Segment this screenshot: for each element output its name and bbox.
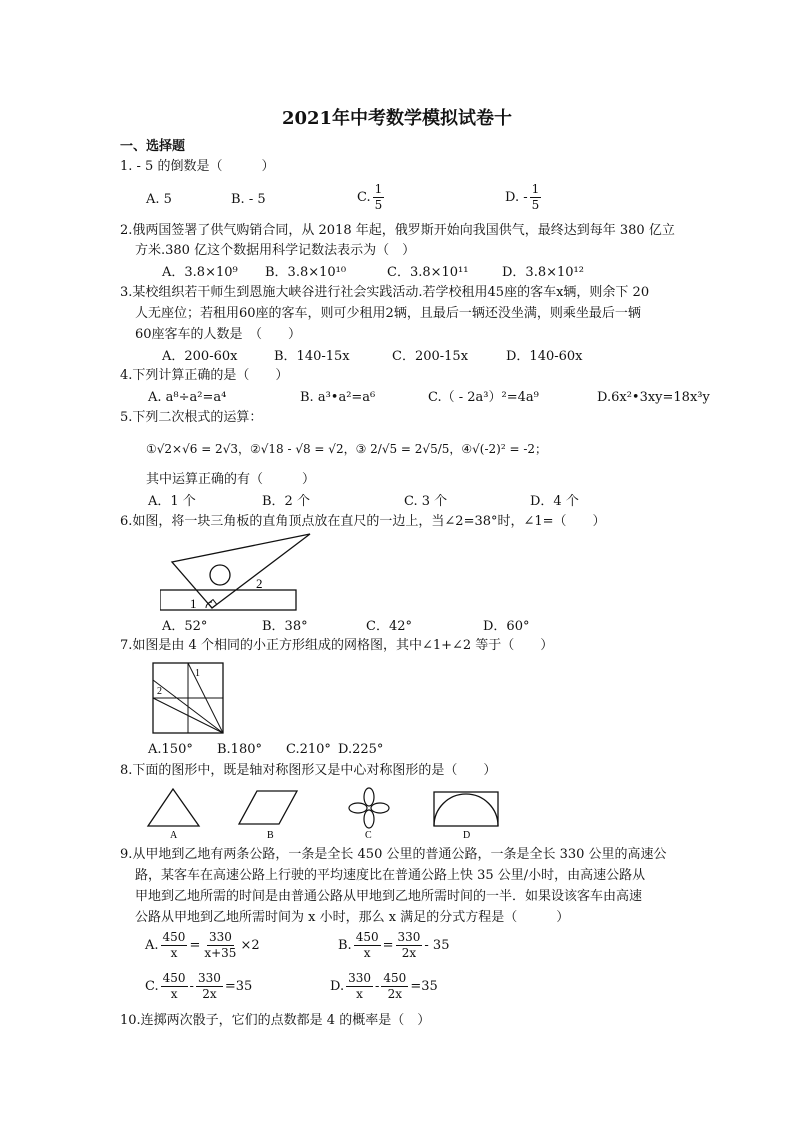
q9-line4: 公路从甲地到乙地所需时间为 x 小时，那么 x 满足的分式方程是（ ）: [135, 910, 570, 925]
triangle-shape: [148, 789, 199, 826]
q9-option-c: C. $\frac{450}{x}$ - $\frac{330}{2x}$ =35: [145, 971, 253, 1001]
q5-line2: 其中运算正确的有（ ）: [146, 472, 316, 487]
q3-option-d: D．140-60x: [506, 349, 583, 364]
triangle-hole-shape: [210, 565, 230, 585]
q4-option-c: C.（ - 2a³）²=4a⁹: [428, 390, 539, 405]
q4-stem: 4.下列计算正确的是（ ）: [120, 368, 289, 383]
q5-stem: 5.下列二次根式的运算：: [120, 410, 263, 425]
q7-label-1: 1: [195, 668, 200, 679]
q5-option-a: A．1 个: [148, 494, 196, 509]
q7-stem: 7.如图是由 4 个相同的小正方形组成的网格图，其中∠1+∠2 等于（ ）: [120, 638, 554, 653]
q9-line2: 路，某客车在高速公路上行驶的平均速度比在普通公路上快 35 公里/小时，由高速公路从: [135, 868, 646, 883]
q7-grid-figure: [148, 660, 228, 736]
q6-stem: 6.如图，将一块三角板的直角顶点放在直尺的一边上，当∠2=38°时，∠1=（ ）: [120, 514, 606, 529]
q8-label-b: B: [267, 830, 274, 841]
q6-option-d: D．60°: [483, 619, 530, 634]
q2-option-d: D．3.8×10¹²: [502, 265, 584, 280]
q3-line2: 人无座位；若租用60座的客车，则可少租用2辆，且最后一辆还没坐满，则乘坐最后一辆: [135, 306, 641, 321]
q9-line1: 9.从甲地到乙地有两条公路，一条是全长 450 公里的普通公路，一条是全长 330 公里的高速公: [120, 847, 667, 862]
ruler-shape: [160, 590, 296, 610]
q6-option-c: C．42°: [366, 619, 412, 634]
q4-option-a: A. a⁸÷a²=a⁴: [148, 390, 227, 405]
q2-line1: 2.俄两国签署了供气购销合同，从 2018 年起，俄罗斯开始向我国供气，最终达到每年 380 亿立: [120, 223, 675, 238]
q7-option-d: D.225°: [338, 742, 384, 757]
q9-option-d: D. $\frac{330}{x}$ - $\frac{450}{2x}$ =35: [330, 971, 438, 1001]
q3-option-c: C．200-15x: [392, 349, 469, 364]
q2-line2: 方米.380 亿这个数据用科学记数法表示为（ ）: [135, 243, 416, 258]
q7-option-a: A.150°: [148, 742, 193, 757]
q7-option-b: B.180°: [217, 742, 262, 757]
section-heading: 一、选择题: [120, 139, 186, 154]
fraction: $\frac{1}{5}$: [531, 182, 540, 212]
semicircle-arc: [434, 794, 498, 826]
q5-option-c: C. 3 个: [404, 494, 448, 509]
q3-option-b: B．140-15x: [274, 349, 350, 364]
q9-line3: 甲地到乙地所需的时间是由普通公路从甲地到乙地所需时间的一半．如果设该客车由高速: [135, 889, 643, 904]
fraction: $\frac{1}{5}$: [374, 182, 383, 212]
q7-label-2: 2: [157, 686, 162, 697]
q1-option-c: C. $\frac{1}{5}$: [357, 182, 383, 212]
q2-option-b: B．3.8×10¹⁰: [265, 265, 347, 280]
q1-stem: 1. - 5 的倒数是（ ）: [120, 159, 275, 174]
q9-option-b: B. $\frac{450}{x}$ = $\frac{330}{2x}$ - 35: [338, 930, 450, 960]
q6-label-2: 2: [256, 576, 263, 591]
q6-option-b: B．38°: [262, 619, 308, 634]
q3-line1: 3.某校组织若干师生到恩施大峡谷进行社会实践活动.若学校租用45座的客车x辆，则余下 20: [120, 285, 650, 300]
q4-option-b: B. a³•a²=a⁶: [300, 390, 376, 405]
exam-title: 2021年中考数学模拟试卷十: [281, 108, 513, 129]
q6-option-a: A．52°: [162, 619, 208, 634]
q2-option-a: A．3.8×10⁹: [162, 265, 238, 280]
q1-option-b: B. - 5: [231, 192, 266, 207]
rectangle-semicircle-shape: [434, 792, 498, 826]
q9-option-a: A. $\frac{450}{x}$ = $\frac{330}{x+35}$ ×2: [145, 930, 260, 960]
q8-label-a: A: [170, 830, 178, 841]
q8-label-d: D: [463, 830, 471, 841]
q3-option-a: A．200-60x: [162, 349, 238, 364]
right-angle-mark: [208, 600, 216, 608]
q6-label-1: 1: [190, 596, 197, 611]
q8-stem: 8.下面的图形中，既是轴对称图形又是中心对称图形的是（ ）: [120, 763, 497, 778]
q8-label-c: C: [365, 830, 372, 841]
q1-option-d: D. - $\frac{1}{5}$: [505, 182, 540, 212]
four-petal-shape: [349, 788, 389, 828]
q6-ruler-triangle-figure: [160, 528, 320, 616]
parallelogram-shape: [239, 791, 297, 824]
q4-option-d: D.6x²•3xy=18x³y: [597, 390, 710, 405]
q5-option-d: D．4 个: [530, 494, 579, 509]
q5-option-b: B．2 个: [262, 494, 310, 509]
q7-option-c: C.210°: [286, 742, 331, 757]
q10-stem: 10.连掷两次骰子，它们的点数都是 4 的概率是（ ）: [120, 1013, 431, 1028]
q3-line3: 60座客车的人数是 （ ）: [135, 327, 302, 342]
q2-option-c: C．3.8×10¹¹: [387, 265, 469, 280]
q1-option-a: A. 5: [146, 192, 172, 207]
q8-shapes-figure: [145, 786, 505, 842]
q5-expressions: ①√2×√6 = 2√3，②√18 - √8 = √2，③ 2/√5 = 2√5/5，④√(-2)² = -2；: [146, 442, 548, 456]
